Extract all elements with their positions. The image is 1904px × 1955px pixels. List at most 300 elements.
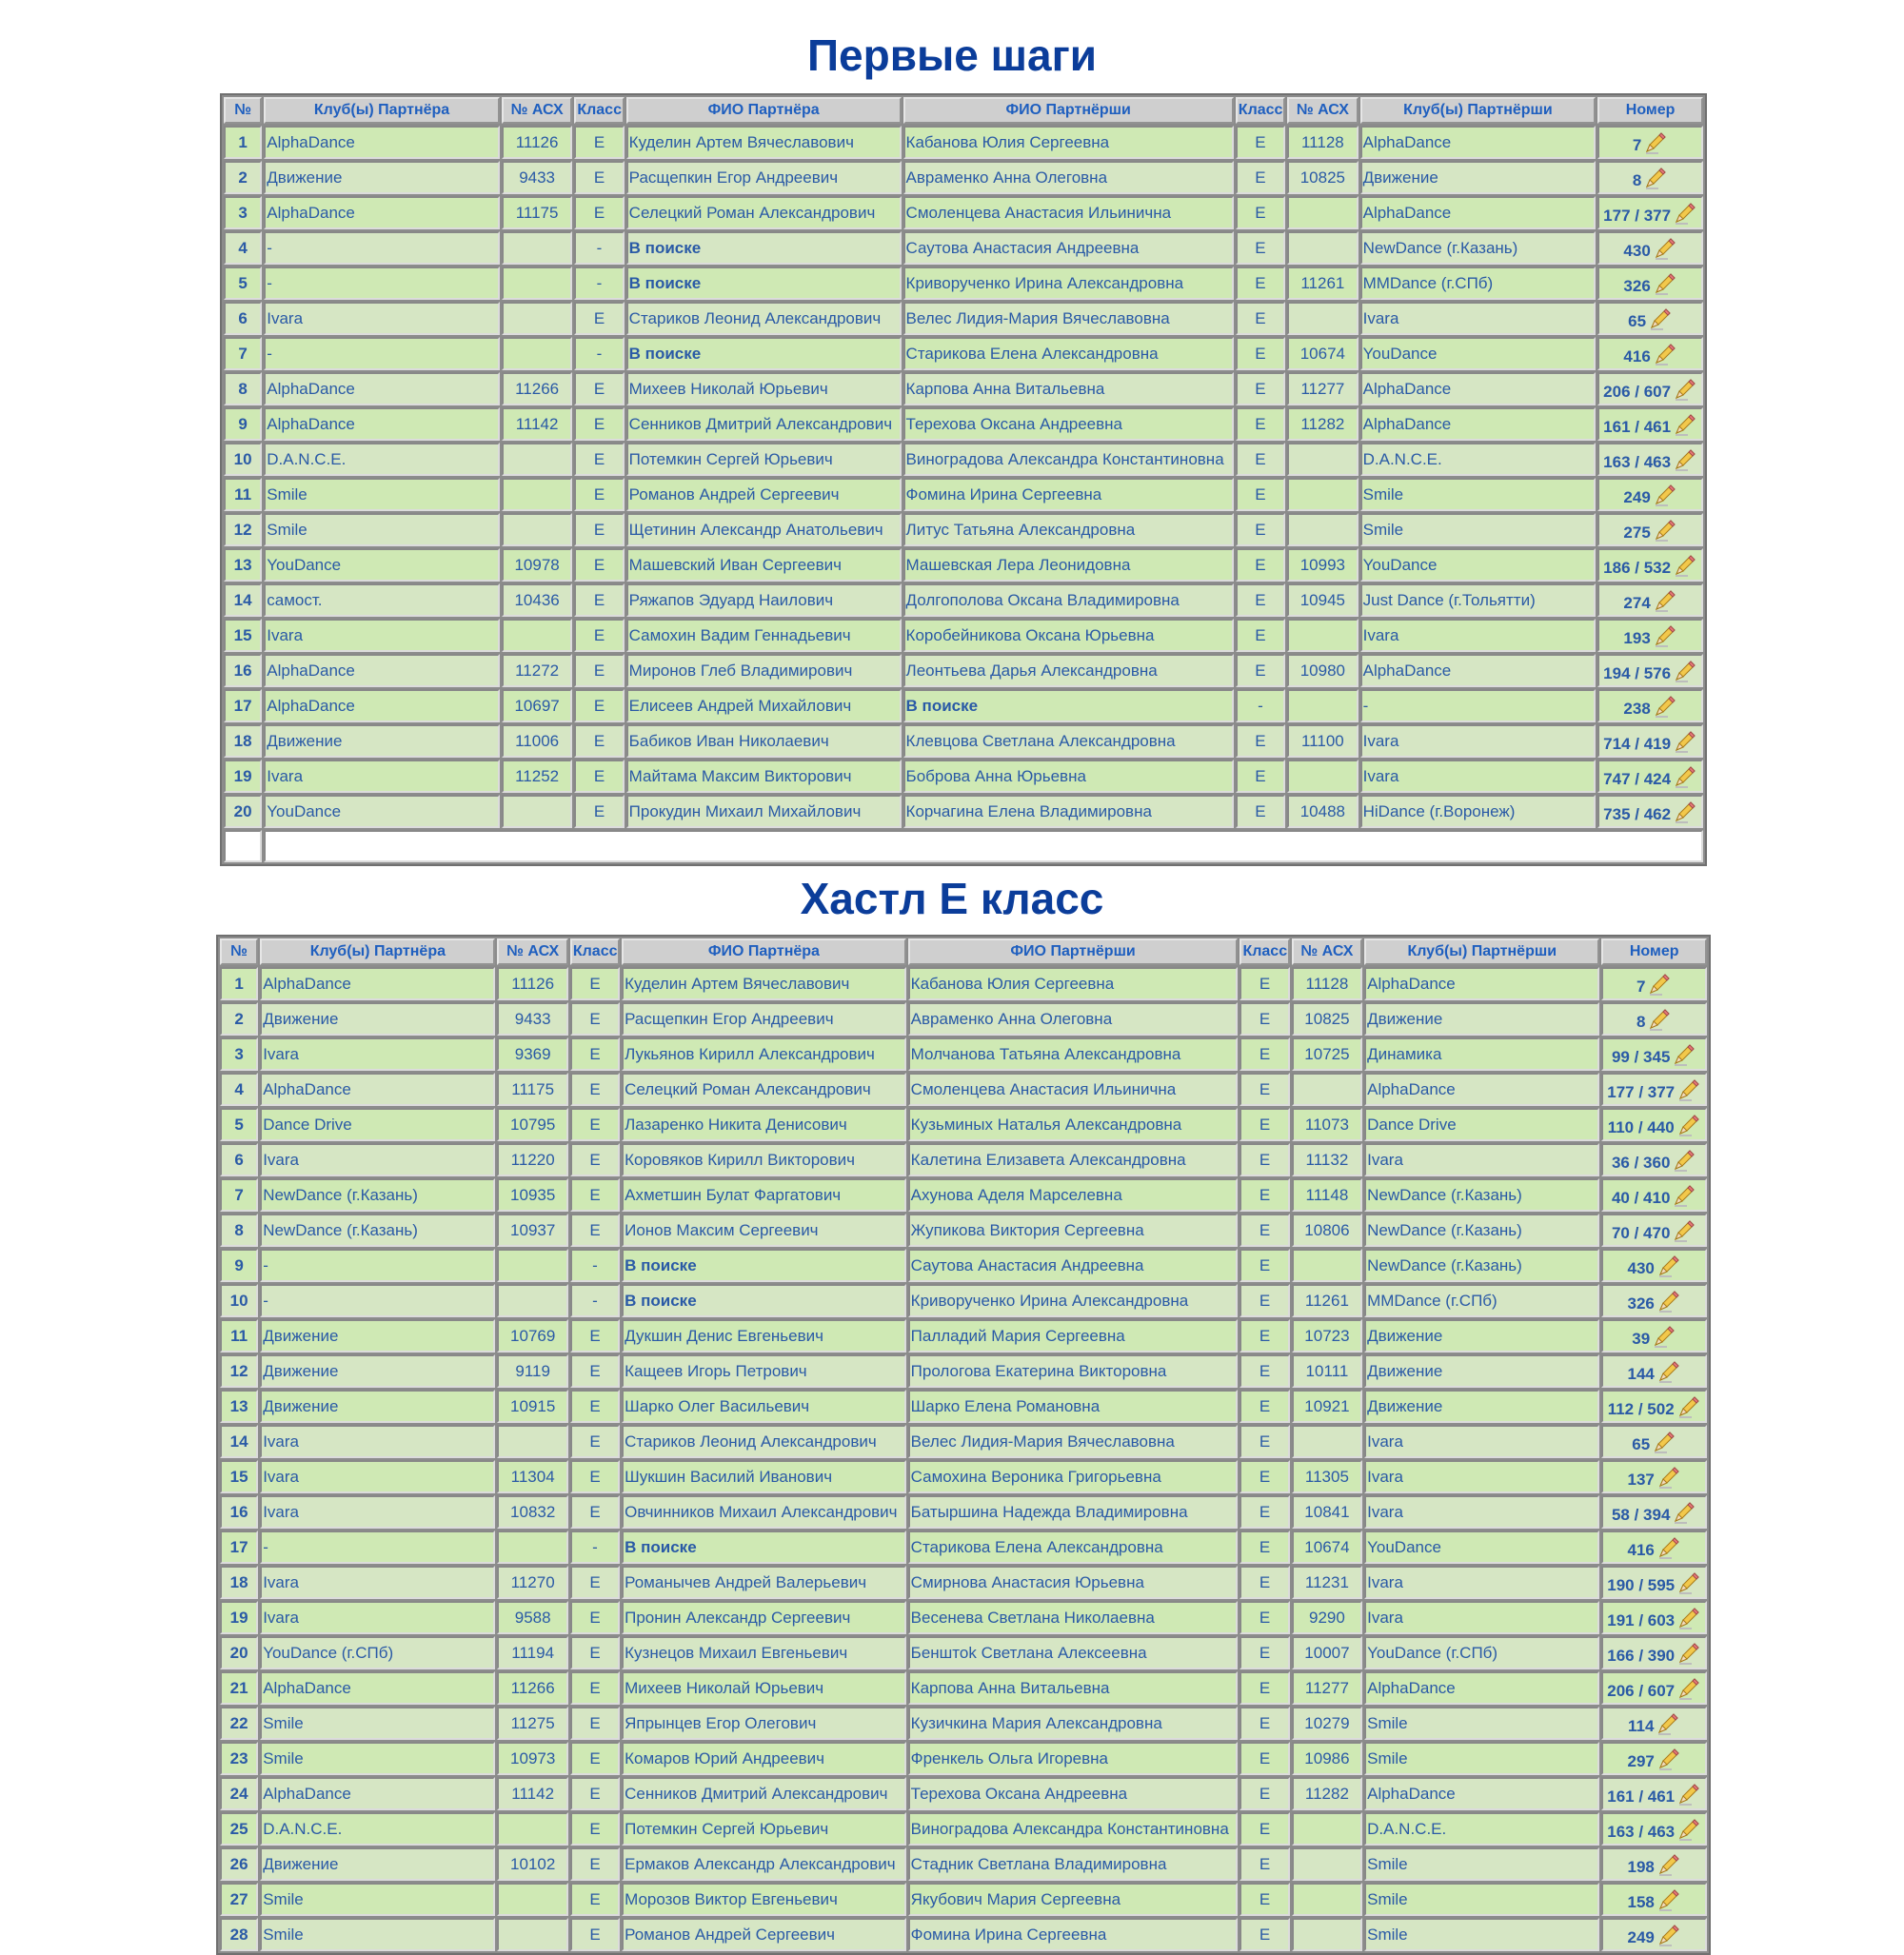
pencil-icon[interactable] [1653,236,1677,261]
pencil-icon[interactable] [1656,1535,1681,1560]
partner2-class: E [1240,1108,1289,1141]
partner-ash-number: 9433 [497,1002,567,1036]
pencil-icon[interactable] [1672,1218,1696,1243]
bib-number[interactable] [1601,1354,1707,1388]
pencil-icon[interactable] [1653,588,1677,613]
partner-class: E [570,1319,620,1353]
partner2-name: Долгополова Оксана Владимировна [903,583,1234,617]
partner-ash-number: 10769 [497,1319,567,1353]
pencil-icon[interactable] [1673,201,1697,226]
partner-club: Smile [264,478,500,511]
partner2-club: Движение [1360,161,1597,194]
row-number: 15 [224,619,262,652]
partner-club: - [264,267,500,300]
header-col-bib: Номер [1601,938,1707,965]
partner2-ash-number [1287,689,1358,722]
bib-number[interactable] [1597,654,1703,687]
bib-number-text: 144 [1627,1364,1655,1383]
partner2-club: Smile [1364,1742,1599,1775]
pencil-icon[interactable] [1648,306,1673,331]
partner2-ash-number: 10674 [1292,1530,1362,1564]
bib-number[interactable] [1601,1002,1707,1036]
partner2-ash-number: 10841 [1292,1495,1362,1529]
partner-club: Smile [260,1742,495,1775]
partner2-name: Кузичкина Мария Александровна [908,1707,1239,1740]
partner-class: E [574,795,624,828]
partner-class: E [574,302,624,335]
partner2-name: Палладий Мария Сергеевна [908,1319,1239,1353]
partner2-ash-number: 11128 [1287,126,1358,159]
partner2-club: Smile [1364,1707,1599,1740]
partner2-ash-number: 10993 [1287,548,1358,582]
partner2-club: Движение [1364,1002,1599,1036]
partner-ash-number: 10935 [497,1178,567,1212]
pencil-icon[interactable] [1653,483,1677,507]
partner2-name: Коробейникова Оксана Юрьевна [903,619,1234,652]
partner-ash-number [502,337,572,370]
pencil-icon[interactable] [1656,1254,1681,1278]
partner2-ash-number [1292,1812,1362,1846]
header-col-partner2-class: Класс [1236,97,1285,124]
table-row [224,548,1703,582]
pencil-icon[interactable] [1676,1817,1701,1842]
partner2-club: MMDance (г.СПб) [1364,1284,1599,1317]
pencil-icon[interactable] [1656,1852,1681,1877]
pencil-icon[interactable] [1673,377,1697,402]
pencil-icon[interactable] [1656,1711,1680,1736]
partner2-ash-number: 11128 [1292,967,1362,1000]
partner-name: Стариков Леонид Александрович [622,1425,906,1458]
bib-number[interactable] [1601,1530,1707,1564]
partner-ash-number: 10436 [502,583,572,617]
bib-number-text: 8 [1636,1012,1646,1031]
bib-number[interactable] [1601,1319,1707,1353]
row-number: 9 [224,407,262,441]
bib-number-text: 65 [1628,311,1647,330]
partner-name: В поиске [622,1249,906,1282]
bib-number[interactable] [1601,1178,1707,1212]
table-row [220,1812,1707,1846]
bib-number[interactable] [1601,1390,1707,1423]
row-number: 27 [220,1883,258,1916]
bib-number[interactable] [1597,302,1703,335]
pencil-icon[interactable] [1653,694,1677,719]
partner-name: Лукьянов Кирилл Александрович [622,1037,906,1071]
partner2-name: Стадник Светлана Владимировна [908,1847,1239,1881]
bib-number-text: 163 / 463 [1607,1822,1676,1841]
partner-class: - [574,337,624,370]
pencil-icon[interactable] [1643,166,1668,190]
pencil-icon[interactable] [1673,659,1697,683]
partner2-club: Ivara [1364,1425,1599,1458]
row-number: 24 [220,1777,258,1810]
bib-number[interactable] [1597,267,1703,300]
partner2-name: Смоленцева Анастасия Ильинична [908,1073,1239,1106]
bib-number[interactable] [1601,1108,1707,1141]
partner-name: Ермаков Александр Александрович [622,1847,906,1881]
partner2-ash-number: 10488 [1287,795,1358,828]
table-row [220,1178,1707,1212]
partner2-ash-number [1287,760,1358,793]
bib-number[interactable] [1597,161,1703,194]
pencil-icon[interactable] [1656,1923,1681,1947]
pencil-icon[interactable] [1647,1007,1672,1032]
partner-club: - [260,1284,495,1317]
pencil-icon[interactable] [1672,1500,1696,1525]
pencil-icon[interactable] [1672,1183,1696,1208]
pencil-icon[interactable] [1676,1113,1701,1137]
row-number: 7 [224,337,262,370]
partner-ash-number [502,267,572,300]
partner-class: - [570,1249,620,1282]
partner2-club: YouDance [1364,1530,1599,1564]
bib-number[interactable] [1597,513,1703,546]
partner-ash-number: 10973 [497,1742,567,1775]
table-row [220,1636,1707,1669]
bib-number[interactable] [1601,1460,1707,1493]
row-number: 21 [220,1671,258,1705]
partner-class: E [570,1108,620,1141]
pencil-icon[interactable] [1676,1077,1701,1102]
pencil-icon[interactable] [1643,130,1668,155]
partner-name: Кащеев Игорь Петрович [622,1354,906,1388]
partner-class: E [570,1671,620,1705]
partner2-ash-number: 11100 [1287,724,1358,758]
partner-ash-number: 11220 [497,1143,567,1176]
table-row [220,1742,1707,1775]
pencil-icon[interactable] [1653,342,1677,366]
partner2-ash-number: 10111 [1292,1354,1362,1388]
row-number: 8 [224,372,262,405]
row-number: 9 [220,1249,258,1282]
partner-ash-number: 11304 [497,1460,567,1493]
partner-name: Япрынцев Егор Олегович [622,1707,906,1740]
header-col-number: № [220,938,258,965]
section-title-first-steps: Первые шаги [806,30,1098,80]
bib-number[interactable] [1601,1671,1707,1705]
bib-number[interactable] [1601,1601,1707,1634]
pencil-icon[interactable] [1676,1676,1701,1701]
partner2-name: Кузьминых Наталья Александровна [908,1108,1239,1141]
bib-number[interactable] [1601,967,1707,1000]
partner2-name: Френкель Ольга Игоревна [908,1742,1239,1775]
bib-number-text: 206 / 607 [1607,1681,1676,1700]
table-row [220,1002,1707,1036]
row-number: 20 [224,795,262,828]
partner2-club: D.A.N.C.E. [1360,443,1597,476]
partner-class: E [570,1143,620,1176]
bib-number[interactable] [1601,1037,1707,1071]
partner2-class: E [1236,231,1285,265]
partner2-ash-number [1292,1847,1362,1881]
partner2-ash-number: 10723 [1292,1319,1362,1353]
partner-name: Машевский Иван Сергеевич [626,548,902,582]
bib-number[interactable] [1601,1847,1707,1881]
bib-number[interactable] [1597,583,1703,617]
table-row [220,1249,1707,1282]
partner2-class: E [1240,1812,1289,1846]
partner2-ash-number: 11231 [1292,1566,1362,1599]
partner-class: - [570,1284,620,1317]
bib-number[interactable] [1597,443,1703,476]
partner-name: Миронов Глеб Владимирович [626,654,902,687]
empty-cell [224,830,262,862]
table-row [220,1707,1707,1740]
partner-ash-number [497,1530,567,1564]
partner-club: YouDance [264,795,500,828]
bib-number[interactable] [1601,1918,1707,1951]
partner-name: Щетинин Александр Анатольевич [626,513,902,546]
partner-name: В поиске [622,1530,906,1564]
partner2-name: Ахунова Аделя Марселевна [908,1178,1239,1212]
partner2-class: E [1240,1777,1289,1810]
row-number: 1 [224,126,262,159]
header-col-bib: Номер [1597,97,1703,124]
table-row [220,1354,1707,1388]
bib-number[interactable] [1597,619,1703,652]
partner2-class: E [1240,1847,1289,1881]
bib-number[interactable] [1597,337,1703,370]
partner-club: Ivara [264,619,500,652]
partner-club: Ivara [264,760,500,793]
table-row [220,1073,1707,1106]
pencil-icon[interactable] [1656,1465,1681,1490]
partner-name: Комаров Юрий Андреевич [622,1742,906,1775]
pencil-icon[interactable] [1672,1042,1696,1067]
bib-number[interactable] [1601,1636,1707,1669]
bib-number-text: 198 [1627,1857,1655,1876]
partner-ash-number [497,1284,567,1317]
partner2-club: YouDance [1360,337,1597,370]
partner-name: Романычев Андрей Валерьевич [622,1566,906,1599]
row-number: 10 [220,1284,258,1317]
partner-class: E [574,619,624,652]
section-title-hustle-e-class: Хастл Е класс [800,874,1104,923]
partner-ash-number: 9433 [502,161,572,194]
partner2-name: Молчанова Татьяна Александровна [908,1037,1239,1071]
partner2-ash-number: 10986 [1292,1742,1362,1775]
bib-number[interactable] [1601,1812,1707,1846]
bib-number[interactable] [1597,724,1703,758]
table-row [220,1530,1707,1564]
bib-number[interactable] [1601,1143,1707,1176]
bib-number-text: 161 / 461 [1607,1787,1676,1806]
pencil-icon[interactable] [1676,1394,1701,1419]
pencil-icon[interactable] [1676,1641,1701,1666]
row-number: 18 [224,724,262,758]
pencil-icon[interactable] [1653,623,1677,648]
partner2-club: Ivara [1364,1495,1599,1529]
pencil-icon[interactable] [1673,729,1697,754]
partner2-class: E [1240,1707,1289,1740]
partner2-club: HiDance (г.Воронеж) [1360,795,1597,828]
table-row [220,1284,1707,1317]
pencil-icon[interactable] [1656,1289,1681,1313]
pencil-icon[interactable] [1673,553,1697,578]
bib-number[interactable] [1597,372,1703,405]
partner2-class: E [1240,1636,1289,1669]
table-row [220,1847,1707,1881]
bib-number[interactable] [1597,548,1703,582]
bib-number[interactable] [1597,196,1703,229]
pencil-icon[interactable] [1673,447,1697,472]
row-number: 16 [220,1495,258,1529]
partner-ash-number: 11266 [502,372,572,405]
partner2-ash-number [1287,443,1358,476]
partner-name: Расщепкин Егор Андреевич [622,1002,906,1036]
bib-number[interactable] [1597,126,1703,159]
bib-number[interactable] [1597,689,1703,722]
bib-number[interactable] [1601,1249,1707,1282]
table-row [220,1671,1707,1705]
bib-number[interactable] [1601,1566,1707,1599]
partner2-club: MMDance (г.СПб) [1360,267,1597,300]
pencil-icon[interactable] [1676,1782,1701,1807]
partner2-name: Авраменко Анна Олеговна [908,1002,1239,1036]
header-col-partner-name: ФИО Партнёра [626,97,902,124]
table-row [220,1108,1707,1141]
partner-ash-number: 10978 [502,548,572,582]
partner2-name: Корчагина Елена Владимировна [903,795,1234,828]
partner2-class: E [1236,548,1285,582]
pencil-icon[interactable] [1673,800,1697,824]
partner-name: Романов Андрей Сергеевич [626,478,902,511]
partner2-class: E [1240,1354,1289,1388]
partner-club: Движение [264,724,500,758]
empty-row [224,830,1703,862]
pencil-icon[interactable] [1652,1324,1676,1349]
partner2-ash-number: 10921 [1292,1390,1362,1423]
pencil-icon[interactable] [1656,1747,1681,1771]
partner2-club: Динамика [1364,1037,1599,1071]
partner2-club: NewDance (г.Казань) [1364,1214,1599,1247]
table-row [220,1777,1707,1810]
row-number: 17 [224,689,262,722]
pencil-icon[interactable] [1652,1430,1676,1454]
partner2-ash-number: 11277 [1292,1671,1362,1705]
partner2-name: Леонтьева Дарья Александровна [903,654,1234,687]
partner-class: E [570,1002,620,1036]
row-number: 11 [220,1319,258,1353]
pencil-icon[interactable] [1653,518,1677,543]
partner-class: E [570,1707,620,1740]
partner-ash-number [502,478,572,511]
partner-name: Шукшин Василий Иванович [622,1460,906,1493]
partner-class: E [570,1918,620,1951]
partner-ash-number [497,1812,567,1846]
partner2-name: Карпова Анна Витальевна [903,372,1234,405]
partner-name: Майтама Максим Викторович [626,760,902,793]
pencil-icon[interactable] [1647,972,1672,997]
table-row [220,1495,1707,1529]
bib-number[interactable] [1597,760,1703,793]
header-col-partner-ash: № АСХ [497,938,567,965]
pencil-icon[interactable] [1673,412,1697,437]
partner-ash-number: 11126 [502,126,572,159]
partner-club: AlphaDance [260,1671,495,1705]
bib-number[interactable] [1601,1284,1707,1317]
partner2-name: Калетина Елизавета Александровна [908,1143,1239,1176]
partner2-ash-number: 11282 [1287,407,1358,441]
table-row [220,1918,1707,1951]
row-number: 14 [224,583,262,617]
partner2-class: E [1240,1425,1289,1458]
pencil-icon[interactable] [1672,1148,1696,1173]
partner-ash-number: 11142 [497,1777,567,1810]
row-number: 6 [224,302,262,335]
header-col-partner2-name: ФИО Партнёрши [903,97,1234,124]
partner2-name: Криворученко Ирина Александровна [903,267,1234,300]
bib-number[interactable] [1601,1073,1707,1106]
row-number: 12 [220,1354,258,1388]
table-row [224,795,1703,828]
partner-club: AlphaDance [264,126,500,159]
bib-number[interactable] [1601,1214,1707,1247]
bib-number[interactable] [1597,478,1703,511]
table-row [224,724,1703,758]
bib-number-text: 114 [1627,1716,1655,1735]
partner-name: Ахметшин Булат Фаргатович [622,1178,906,1212]
partner-class: E [570,1214,620,1247]
bib-number[interactable] [1601,1707,1707,1740]
bib-number[interactable] [1597,407,1703,441]
partner-club: AlphaDance [260,967,495,1000]
partner-name: Михеев Николай Юрьевич [626,372,902,405]
pencil-icon[interactable] [1676,1570,1701,1595]
partner2-name: Батыршина Надежда Владимировна [908,1495,1239,1529]
partner-name: Кузнецов Михаил Евгеньевич [622,1636,906,1669]
pencil-icon[interactable] [1673,764,1697,789]
bib-number[interactable] [1601,1495,1707,1529]
row-number: 14 [220,1425,258,1458]
bib-number[interactable] [1597,231,1703,265]
partner-name: Бабиков Иван Николаевич [626,724,902,758]
bib-number-text: 747 / 424 [1603,769,1672,788]
partner-class: E [570,1636,620,1669]
pencil-icon[interactable] [1656,1887,1681,1912]
bib-number[interactable] [1601,1742,1707,1775]
partner2-name: Терехова Оксана Андреевна [903,407,1234,441]
bib-number[interactable] [1601,1883,1707,1916]
partner2-name: Старикова Елена Александровна [908,1530,1239,1564]
pencil-icon[interactable] [1653,271,1677,296]
row-number: 13 [220,1390,258,1423]
bib-number-text: 735 / 462 [1603,804,1672,823]
partner2-name: Смирнова Анастасия Юрьевна [908,1566,1239,1599]
partner2-class: E [1240,1249,1289,1282]
partner-class: E [570,1390,620,1423]
partner-ash-number: 11270 [497,1566,567,1599]
bib-number[interactable] [1601,1777,1707,1810]
registration-table-first-steps [220,93,1707,866]
pencil-icon[interactable] [1676,1606,1701,1630]
table-row [220,1566,1707,1599]
bib-number[interactable] [1597,795,1703,828]
partner-ash-number: 11194 [497,1636,567,1669]
partner2-name: Машевская Лера Леонидовна [903,548,1234,582]
partner2-club: Ivara [1364,1460,1599,1493]
partner-club: Ivara [260,1601,495,1634]
row-number: 20 [220,1636,258,1669]
pencil-icon[interactable] [1656,1359,1681,1384]
partner2-ash-number: 11261 [1287,267,1358,300]
row-number: 18 [220,1566,258,1599]
bib-number-text: 206 / 607 [1603,382,1672,401]
bib-number-text: 7 [1636,977,1646,996]
bib-number[interactable] [1601,1425,1707,1458]
partner2-ash-number [1292,1918,1362,1951]
table-row [224,337,1703,370]
